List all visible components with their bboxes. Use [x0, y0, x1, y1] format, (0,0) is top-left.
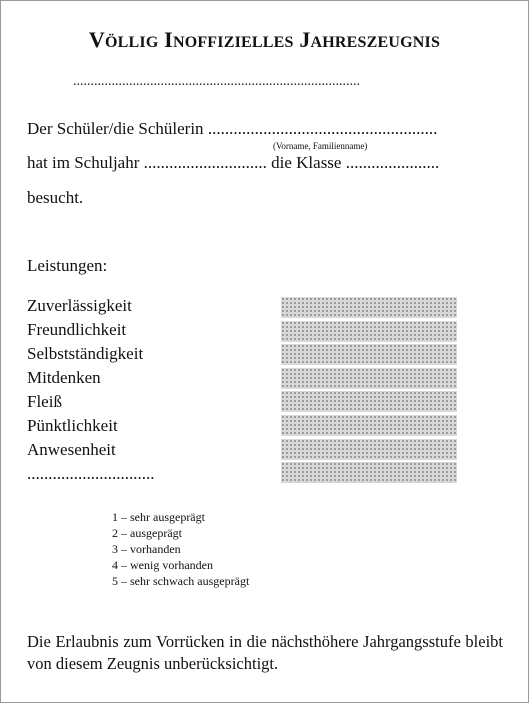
- grade-legend: [112, 509, 249, 589]
- performance-list: [27, 296, 155, 488]
- attended-text: besucht.: [27, 188, 84, 207]
- grade-field[interactable]: [281, 439, 457, 460]
- legend-entry: 2 – ausgeprägt: [112, 526, 182, 540]
- performance-heading: Leistungen:: [27, 256, 108, 275]
- school-name-blank[interactable]: ..................................................................................: [73, 74, 360, 89]
- performance-item: Fleiß: [27, 392, 62, 411]
- footer-note: Die Erlaubnis zum Vorrücken in die nächsthöhere Jahrgangsstufe bleibt von diesem Zeugnis unberücksichtigt.: [27, 632, 503, 673]
- grade-field[interactable]: [281, 391, 457, 412]
- school-year-line: [27, 153, 439, 173]
- performance-item: Anwesenheit: [27, 440, 116, 459]
- legend-entry: 1 – sehr ausgeprägt: [112, 510, 205, 524]
- performance-item: Selbstständigkeit: [27, 344, 144, 363]
- student-label: Der Schüler/die Schülerin: [27, 119, 204, 138]
- school-year-label: hat im Schuljahr: [27, 153, 140, 172]
- grade-field[interactable]: [281, 297, 457, 318]
- page-title: VÖLLIG INOFFIZIELLES JAHRESZEUGNIS: [88, 27, 441, 52]
- legend-entry: 3 – vorhanden: [112, 542, 181, 556]
- grade-field[interactable]: [281, 321, 457, 342]
- grade-field[interactable]: [281, 344, 457, 365]
- class-blank[interactable]: ......................: [345, 153, 440, 172]
- class-label: die Klasse: [271, 153, 342, 172]
- legend-entry: 4 – wenig vorhanden: [112, 558, 213, 572]
- student-name-hint: (Vorname, Familienname): [273, 141, 368, 151]
- grade-field[interactable]: [281, 462, 457, 483]
- student-line: [27, 119, 437, 139]
- performance-item-blank[interactable]: ..............................: [27, 464, 155, 483]
- legend-entry: 5 – sehr schwach ausgeprägt: [112, 574, 250, 588]
- school-year-blank[interactable]: .............................: [143, 153, 267, 172]
- performance-item: Mitdenken: [27, 368, 101, 387]
- grade-field[interactable]: [281, 368, 457, 389]
- performance-item: Freundlichkeit: [27, 320, 127, 339]
- grade-fields: [281, 297, 457, 486]
- grade-field[interactable]: [281, 415, 457, 436]
- performance-item: Pünktlichkeit: [27, 416, 118, 435]
- performance-item: Zuverlässigkeit: [27, 296, 132, 315]
- student-name-blank[interactable]: ......................................................: [207, 119, 438, 138]
